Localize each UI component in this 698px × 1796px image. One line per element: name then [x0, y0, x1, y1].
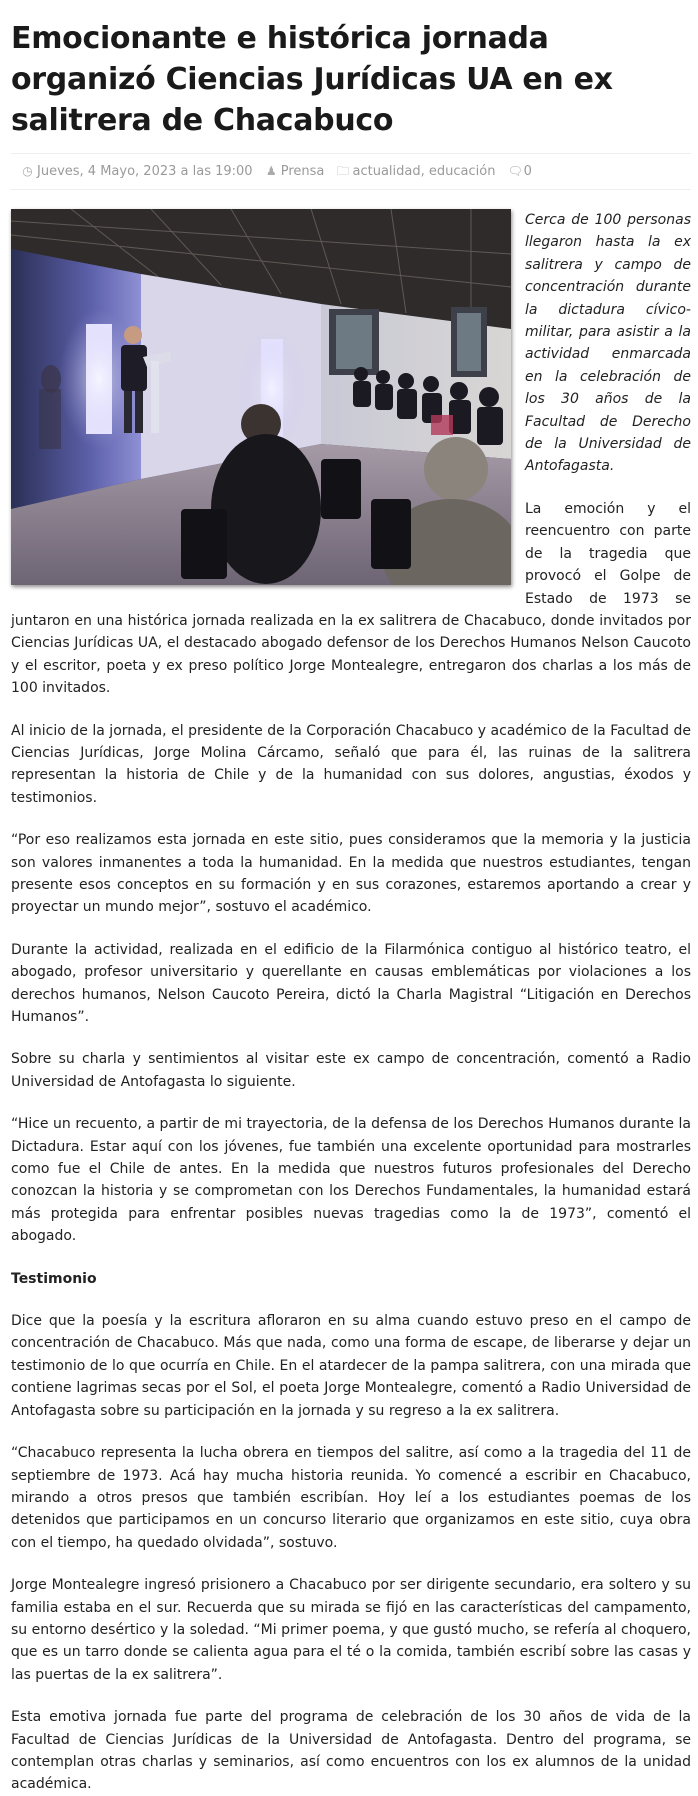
- paragraph-9: “Chacabuco representa la lucha obrera en tiempos del salitre, así como a la tragedia del 11 de septiembre de 1973. Acá hay mucha historia reunida. Yo comencé a escribir en Chacabuco, mirando a otros presos que también escribían. Hoy leí a los estudiantes poemas de los detenidos que participamos en un concurso literario que organizamos en este sitio, cuya obra con el tiempo, ha quedado olvidada”, sostuvo.: [11, 1445, 691, 1551]
- post-comments[interactable]: [508, 164, 532, 179]
- event-photo-illustration: [11, 209, 511, 585]
- paragraph-7: “Hice un recuento, a partir de mi trayectoria, de la defensa de los Derechos Humanos durante la Dictadura. Estar aquí con los jóvenes, fue también una excelente oportunidad para mostrarles como fue el Chile de antes. En la medida que nuestros futuros profesionales del Derecho conozcan la historia y se comprometan con los Derechos Fundamentales, la humanidad estará más protegida para enfrentar posibles nuevas tragedias como la de 1973”, comentó el abogado.: [11, 1116, 691, 1245]
- paragraph-10: Jorge Montealegre ingresó prisionero a Chacabuco por ser dirigente secundario, era soltero y su familia estaba en el sur. Recuerda que su mirada se fijó en las características del campamento, su entorno desértico y la soledad. “Mi primer poema, y que gustó mucho, se refería al choquero, que es un tarro donde se calienta agua para el té o la comida, también escribí sobre las casas y las puertas de la ex salitrera”.: [11, 1577, 691, 1683]
- subheading-testimonio: Testimonio: [11, 1270, 97, 1287]
- article-meta: [11, 153, 691, 190]
- comment-icon: 🗨: [507, 164, 523, 178]
- paragraph-6: Sobre su charla y sentimientos al visitar este ex campo de concentración, comentó a Radio Universidad de Antofagasta lo siguiente.: [11, 1051, 691, 1090]
- article-body: [11, 209, 691, 1796]
- paragraph-8: Dice que la poesía y la escritura afloraron en su alma cuando estuvo preso en el campo de concentración de Chacabuco. Más que nada, como una forma de escape, de liberarse y dejar un testimonio de lo que ocurría en Chile. En el atardecer de la pampa salitrera, con una mirada que contiene lagrimas secas por el Sol, el poeta Jorge Montealegre, comentó a Radio Universidad de Antofagasta sobre su participación en la jornada y su regreso a la ex salitrera.: [11, 1313, 691, 1419]
- paragraph-4: “Por eso realizamos esta jornada en este sitio, pues consideramos que la memoria y la justicia son valores inmanentes a toda la humanidad. En la medida que nuestros estudiantes, tengan presente esos conceptos en su formación y en sus corazones, estaremos aportando a crear y proyectar un mundo mejor”, sostuvo el académico.: [11, 832, 691, 916]
- user-icon: ♟: [265, 164, 277, 178]
- post-date: [21, 164, 257, 179]
- article-title: Emocionante e histórica jornada organizó Ciencias Jurídicas UA en ex salitrera de Chacabuco: [11, 21, 613, 138]
- clock-icon: ◷: [22, 164, 33, 178]
- paragraph-11: Esta emotiva jornada fue parte del programa de celebración de los 30 años de vida de la Facultad de Ciencias Jurídicas de la Universidad de Antofagasta. Dentro del programa, se contemplan otras charlas y seminarios, así como encuentros con los ex alumnos de la unidad académica.: [11, 1709, 691, 1793]
- comments-link[interactable]: 0: [523, 164, 532, 179]
- post-author[interactable]: [265, 164, 329, 179]
- paragraph-3: Al inicio de la jornada, el presidente de la Corporación Chacabuco y académico de la Facultad de Ciencias Jurídicas, Jorge Molina Cárcamo, señaló que para él, las ruinas de la salitrera representan la historia de Chile y de la humanidad con sus dolores, angustias, éxodos y testimonios.: [11, 722, 691, 806]
- paragraph-lead: Cerca de 100 personas llegaron hasta la ex salitrera y campo de concentración durante la dictadura cívico-militar, para asistir a la actividad enmarcada en la celebración de los 30 años de la Facultad de Derecho de la Universidad de Antofagasta.: [525, 212, 691, 475]
- category-separator: ,: [420, 164, 429, 179]
- article-photo: [11, 209, 511, 585]
- category-link-actualidad[interactable]: actualidad: [352, 164, 421, 179]
- folder-icon: 🗀: [336, 164, 349, 178]
- author-link[interactable]: Prensa: [280, 164, 325, 179]
- paragraph-5: Durante la actividad, realizada en el edificio de la Filarmónica contiguo al histórico teatro, el abogado, profesor universitario y querellante en causas emblemáticas por violaciones a los derechos humanos, Nelson Caucoto Pereira, dictó la Charla Magistral “Litigación en Derechos Humanos”.: [11, 941, 691, 1025]
- post-categories: [337, 164, 500, 179]
- paragraph-2: La emoción y el reencuentro con parte de la tragedia que provocó el Golpe de Estado de 1973 se juntaron en una histórica jornada realizada en la ex salitrera de Chacabuco, donde invitados por Ciencias Jurídicas UA, el destacado abogado defensor de los Derechos Humanos Nelson Caucoto y el escritor, poeta y ex preso político Jorge Montealegre, entregaron dos charlas a los más de 100 invitados.: [11, 500, 691, 697]
- category-link-educacion[interactable]: educación: [428, 164, 496, 179]
- post-date-text: Jueves, 4 Mayo, 2023 a las 19:00: [37, 164, 253, 179]
- article: [11, 18, 691, 1796]
